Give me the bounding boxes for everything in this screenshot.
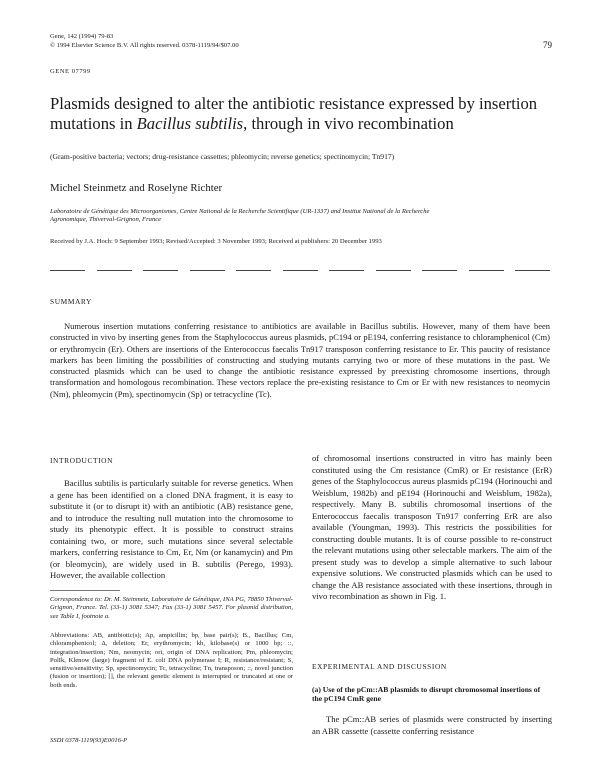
ssdi-code: SSDI 0378-1119(93)E0016-P (50, 737, 128, 744)
summary-text: Numerous insertion mutations conferring resistance to antibiotics are available in Bacillus subtilis. However, many of them have been constructed in vivo by inserting genes from the Staphylococcus aureus plasmids, pC194 or pE194, conferring resistance to chloramphenicol (Cm) or erythromycin (Er). Others are insertions of the Enterococcus faecalis Tn917 transposon conferring resistance to Er. This paucity of resistance markers has been limiting the possibilities of constructing and studying mutants carrying two or more of these mutations in the past. We constructed plasmids which can be used to change the antibiotic resistance expressed by preexisting chromosome insertions, through transformation and homologous recombination. These vectors replace the pre-existing resistance to Cm or Er with new resistances to neomycin (Nm), phleomycin (Pm), spectinomycin (Sp) or tetracycline (Tc). (50, 321, 550, 399)
copyright-line: © 1994 Elsevier Science B.V. All rights reserved. 0378-1119/94/$07.00 (50, 42, 239, 49)
introduction-heading: INTRODUCTION (50, 456, 114, 465)
abbreviations-footnote: Abbreviations: AB, antibiotic(s); Ap, ampicillin; bp, base pair(s); B., Bacillus; Cm, chloramphenicol; Δ, deletion; Er, erythromycin; kb, kilobase(s) or 1000 bp; ::, integration/insertion; Nm, neomycin; ori, origin of DNA replication; Pm, phleomycin; PolIk, Klenow (large) fragment of E. coli DNA polymerase I; R, resistance/resistant; S, sensitive/sensitivity; Sp, spectinomycin; Tc, tetracycline; Tn, transposon; ::, novel junction (fusion or insertion); [], the relevant genetic element is interrupted or truncated at one or both ends. (50, 632, 293, 689)
summary-heading: SUMMARY (50, 297, 92, 306)
journal-citation: Gene, 142 (1994) 79-83 (50, 33, 114, 40)
article-code: GENE 07799 (50, 68, 91, 75)
separator-dashes (50, 270, 550, 271)
footnote-rule (50, 590, 120, 591)
affiliation: Laboratoire de Génétique des Microorganismes, Centre National de la Recherche Scientifique (UR-1337) and Institut National de la Recherche Agronomique, Thiverval-Grignon, France (50, 208, 430, 224)
experimental-heading: EXPERIMENTAL AND DISCUSSION (312, 662, 447, 671)
subsection-heading-a: (a) Use of the pCm::AB plasmids to disrupt chromosomal insertions of the pC194 CmR gene (312, 685, 541, 704)
title-line-1: Plasmids designed to alter the antibiotic resistance expressed by insertion (50, 94, 538, 113)
keywords: (Gram-positive bacteria; vectors; drug-resistance cassettes; phleomycin; reverse genetics; spectinomycin; Tn917) (50, 152, 395, 161)
received-dates: Received by J.A. Hoch: 9 September 1993; Revised/Accepted: 3 November 1993; Received at publishers: 20 December 1993 (50, 238, 382, 245)
article-title (50, 94, 560, 134)
authors: Michel Steinmetz and Roselyne Richter (50, 182, 223, 194)
experimental-text: The pCm::AB series of plasmids were constructed by inserting an ABR cassette (cassette conferring resistance (312, 714, 552, 736)
intro-left-paragraph: Bacillus subtilis is particularly suitable for reverse genetics. When a gene has been identified on a cloned DNA fragment, it is easy to substitute it (or to disrupt it) with an antibiotic (AB) resistance gene, and to introduce the resulting null mutation into the chromosome to study its phenotypic effect. It is possible to construct strains containing two, or more, such mutations since several selectable markers, conferring resistance to Cm, Er, Nm (or kanamycin) and Pm (or bleomycin), are widely used in B. subtilis (Perego, 1993). However, the available collection (50, 478, 293, 580)
title-line-2: mutations in Bacillus subtilis, through in vivo recombination (50, 114, 454, 133)
page-number: 79 (543, 40, 552, 50)
intro-right-paragraph: of chromosomal insertions constructed in vitro has mainly been constituted using the Cm resistance (CmR) or Er resistance (ErR) genes of the Staphylococcus aureus plasmids pC194 (Horinouchi and Weisblum, 1982b) and pE194 (Horinouchi and Weisblum, 1982a), respectively. Many B. subtilis chromosomal insertions of the Enterococcus faecalis transposon Tn917 conferring ErR are also available (Youngman, 1993). This restricts the possibilities for constructing double mutants. It is of course possible to re-construct the relevant mutations using other selectable markers. The aim of the present study was to develop a simple alternative to such labour expensive solutions. We constructed plasmids which can be used to change the AB resistance associated with these insertions, through in vivo recombination as shown in Fig. 1. (312, 453, 552, 601)
correspondence-footnote: Correspondence to: Dr. M. Steinmetz, Laboratoire de Génétique, INA PG, 78850 Thiverval-Grignon, France. Tel. (33-1) 3081 5347; Fax (33-1) 3081 5457. For plasmid distribution, see Table I, footnote a. (50, 596, 293, 620)
